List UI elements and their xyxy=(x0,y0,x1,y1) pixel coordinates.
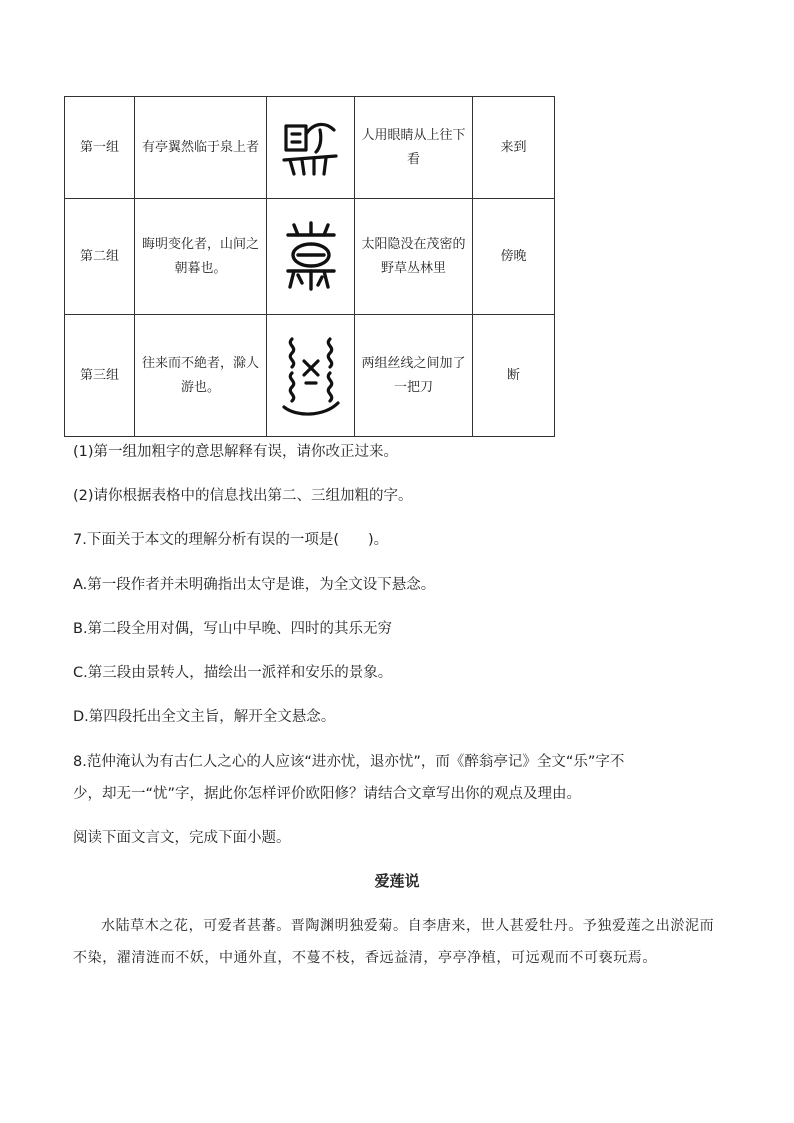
glyph-explanation: 两组丝线之间加了一把刀 xyxy=(355,315,473,437)
question-6-part-1: (1)第一组加粗字的意思解释有误，请你改正过来。 xyxy=(73,444,399,460)
question-7-option-b: B.第二段全用对偶，写山中早晚、四时的其乐无穷 xyxy=(73,621,393,637)
glyph-explanation: 人用眼睛从上往下看 xyxy=(355,97,473,199)
example-sentence: 晦明变化者，山间之朝暮也。 xyxy=(135,199,267,315)
seal-script-mu-icon xyxy=(267,199,355,315)
question-7-stem: 7.下面关于本文的理解分析有误的一项是( )。 xyxy=(73,532,389,548)
table-row xyxy=(65,315,555,437)
glyph-meaning: 断 xyxy=(473,315,555,437)
table-row xyxy=(65,199,555,315)
example-sentence: 有亭翼然临于泉上者 xyxy=(135,97,267,199)
glyph-meaning: 傍晚 xyxy=(473,199,555,315)
group-label: 第三组 xyxy=(65,315,135,437)
reading-instruction: 阅读下面文言文，完成下面小题。 xyxy=(73,830,291,846)
seal-script-lin-icon xyxy=(267,97,355,199)
question-6-part-2: (2)请你根据表格中的信息找出第二、三组加粗的字。 xyxy=(73,488,413,504)
seal-script-jue-icon xyxy=(267,315,355,437)
passage-title: 爱莲说 xyxy=(374,872,420,890)
question-7-option-d: D.第四段托出全文主旨，解开全文悬念。 xyxy=(73,709,336,725)
example-sentence: 往来而不絶者，滁人游也。 xyxy=(135,315,267,437)
question-8-line-2: 少，却无一“忧”字，据此你怎样评价欧阳修？请结合文章写出你的观点及理由。 xyxy=(73,786,582,802)
question-7-option-c: C.第三段由景转人，描绘出一派祥和安乐的景象。 xyxy=(73,665,393,681)
character-evolution-table xyxy=(64,96,555,437)
group-label: 第一组 xyxy=(65,97,135,199)
table-row xyxy=(65,97,555,199)
question-7-option-a: A.第一段作者并未明确指出太守是谁，为全文设下悬念。 xyxy=(73,577,436,593)
glyph-meaning: 来到 xyxy=(473,97,555,199)
glyph-explanation: 太阳隐没在茂密的野草丛林里 xyxy=(355,199,473,315)
question-8-line-1: 8.范仲淹认为有古仁人之心的人应该“进亦忧，退亦忧”，而《醉翁亭记》全文“乐”字不 xyxy=(73,754,625,770)
passage-body: 水陆草木之花，可爱者甚蕃。晋陶渊明独爱菊。自李唐来，世人甚爱牡丹。予独爱莲之出淤泥而不染，濯清涟而不妖，中通外直，不蔓不枝，香远益清，亭亭净植，可远观而不可亵玩焉。 xyxy=(73,918,715,966)
group-label: 第二组 xyxy=(65,199,135,315)
